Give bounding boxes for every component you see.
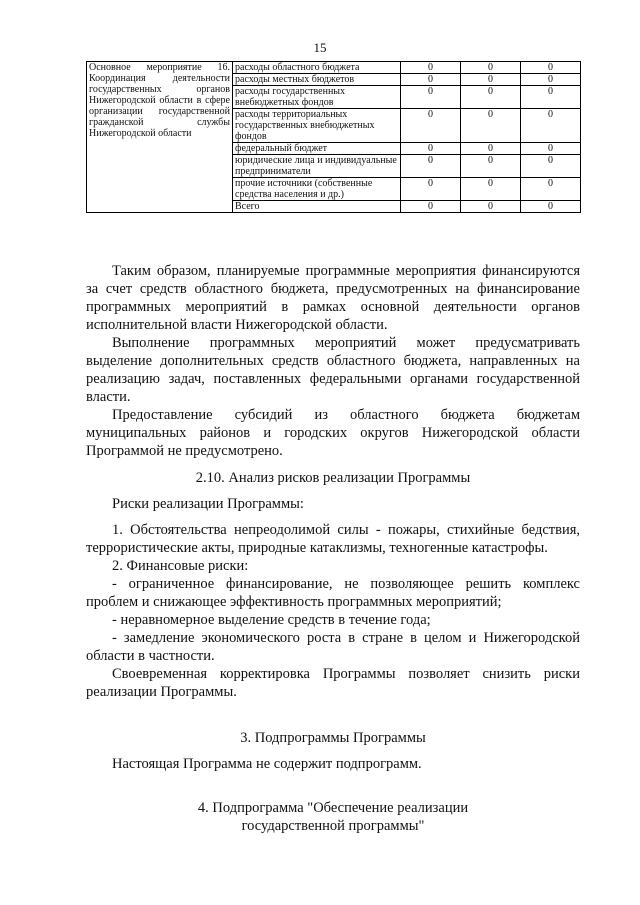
value-cell: 0 [521,178,581,201]
funding-source-cell: расходы областного бюджета [233,62,401,74]
value-cell: 0 [401,143,461,155]
risks-intro: Риски реализации Программы: [112,496,304,512]
value-cell: 0 [401,201,461,213]
value-cell: 0 [461,201,521,213]
section-heading-risks: 2.10. Анализ рисков реализации Программы [195,470,471,486]
risk-item-financial: 2. Финансовые риски: [112,558,249,574]
value-cell: 0 [461,109,521,143]
value-cell: 0 [521,74,581,86]
risks-closing: Своевременная корректировка Программы позволяет снизить риски реализации Программы. [86,666,580,700]
value-cell: 0 [521,155,581,178]
section-heading-subprogram-4 [86,799,580,835]
value-cell: 0 [461,86,521,109]
value-cell: 0 [461,62,521,74]
funding-source-cell: юридические лица и индивидуальные предприниматели [233,155,401,178]
value-cell: 0 [401,74,461,86]
funding-source-cell: расходы территориальных государственных внебюджетных фондов [233,109,401,143]
value-cell: 0 [401,178,461,201]
funding-source-cell: расходы местных бюджетов [233,74,401,86]
value-cell: 0 [521,109,581,143]
value-cell: 0 [521,201,581,213]
paragraph-subsidies: Предоставление субсидий из областного бюджета бюджетам муниципальных районов и городских округов Нижегородской области Программой не предусмотрено. [86,407,580,459]
funding-source-cell: расходы государственных внебюджетных фондов [233,86,401,109]
value-cell: 0 [401,86,461,109]
value-cell: 0 [461,178,521,201]
risk-item-force-majeure: 1. Обстоятельства непреодолимой силы - пожары, стихийные бедствия, террористические акты, природные катаклизмы, техногенные катастрофы. [86,522,580,556]
section-heading-subprograms: 3. Подпрограммы Программы [240,730,426,746]
value-cell: 0 [401,62,461,74]
paragraph-financing-sources: Таким образом, планируемые программные мероприятия финансируются за счет средств областного бюджета, предусмотренных на финансирование программных мероприятий в рамках основной деятельности органов исполнительной власти Нижегородской области. [86,263,580,333]
table-row [87,62,581,74]
subprograms-section [86,755,580,773]
activity-name-cell: Основное мероприятие 16. Координация деятельности государственных органов Нижегородской области в сфере организации государственной гражданской службы Нижегородской области [87,62,233,213]
value-cell: 0 [401,109,461,143]
funding-source-cell: прочие источники (собственные средства населения и др.) [233,178,401,201]
section-heading-subprogram-4-line2: государственной программы" [241,818,425,834]
section-heading-subprogram-4-line1: 4. Подпрограмма "Обеспечение реализации [197,800,469,816]
value-cell: 0 [521,143,581,155]
value-cell: 0 [461,74,521,86]
value-cell: 0 [461,155,521,178]
value-cell: 0 [401,155,461,178]
value-cell: 0 [461,143,521,155]
risk-bullet-uneven-allocation: - неравномерное выделение средств в течение года; [112,612,431,628]
financing-paragraphs [86,262,580,460]
page-number: 15 [313,40,327,55]
value-cell: 0 [521,62,581,74]
risks-section [86,495,580,701]
subprograms-text: Настоящая Программа не содержит подпрограмм. [112,756,422,772]
financing-table [86,61,581,213]
paragraph-additional-funds: Выполнение программных мероприятий может предусматривать выделение дополнительных средств областного бюджета, направленных на реализацию задач, поставленных федеральными органами государственной власти. [86,335,580,405]
value-cell: 0 [521,86,581,109]
risk-bullet-limited-funding: - ограниченное финансирование, не позволяющее решить комплекс проблем и снижающее эффективность программных мероприятий; [86,576,580,610]
risk-bullet-economic-slowdown: - замедление экономического роста в стране в целом и Нижегородской области в частности. [86,630,580,664]
funding-source-cell: Всего [233,201,401,213]
funding-source-cell: федеральный бюджет [233,143,401,155]
